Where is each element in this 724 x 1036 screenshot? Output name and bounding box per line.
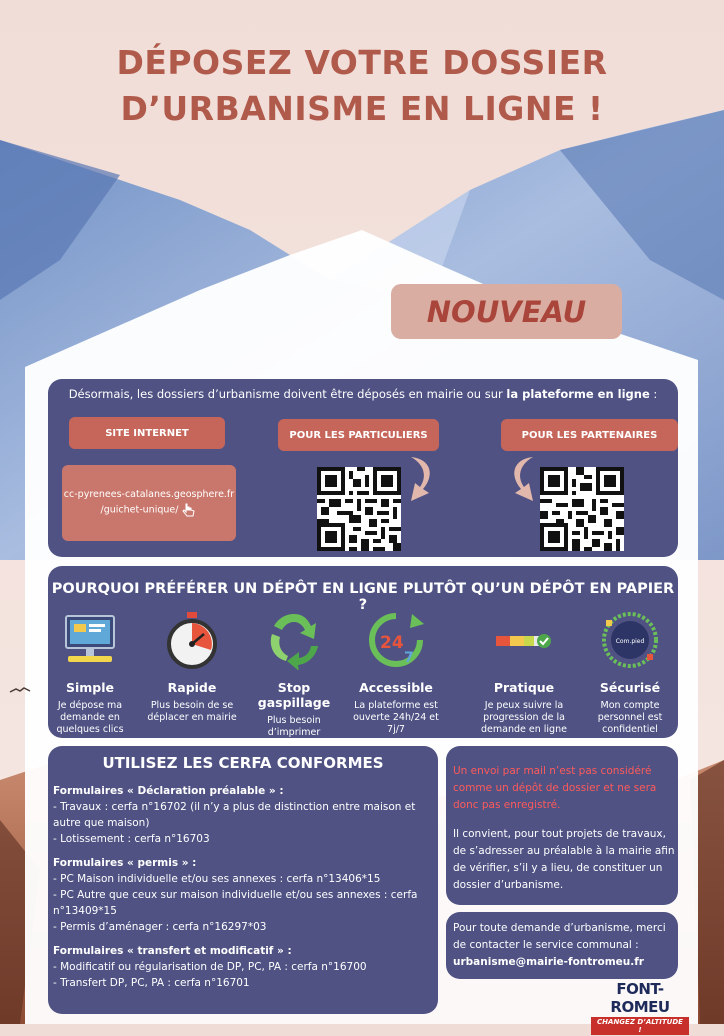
list-item: - Transfert DP, PC, PA : cerfa n°16701 [53, 977, 250, 989]
feature-rapide [142, 606, 242, 724]
font-romeu-logo [591, 980, 689, 1034]
feature-pratique [474, 606, 574, 736]
list-item: - Permis d’aménager : cerfa n°16297*03 [53, 921, 267, 933]
progress-bar-icon [494, 610, 554, 670]
title-line-2: D’URBANISME EN LIGNE ! [120, 89, 604, 128]
recycle-icon [264, 610, 324, 670]
hand-cursor-icon [181, 502, 197, 518]
contact-email[interactable]: urbanisme@mairie-fontromeu.fr [453, 956, 644, 968]
list-item: - PC Autre que ceux sur maison individuelle et/ou ses annexes : cerfa n°13409*15 [53, 889, 418, 917]
contact-panel [446, 912, 678, 979]
feature-desc: Je peux suivre la progression de la demande en ligne [481, 700, 567, 735]
qr-code-partenaires[interactable] [540, 467, 624, 551]
why-panel [48, 566, 678, 738]
why-heading: POURQUOI PRÉFÉRER UN DÉPÔT EN LIGNE PLUTÔT QU’UN DÉPÔT EN PAPIER ? [51, 581, 675, 613]
feature-accessible [346, 606, 446, 736]
section-title: Formulaires « Déclaration préalable » : [53, 785, 284, 797]
partenaires-button[interactable]: POUR LES PARTENAIRES [501, 419, 678, 451]
secure-globe-icon [600, 610, 660, 670]
feature-simple [40, 606, 140, 736]
site-internet-button[interactable]: SITE INTERNET [69, 417, 225, 449]
list-item: - Lotissement : cerfa n°16703 [53, 833, 210, 845]
feature-desc: La plateforme est ouverte 24h/24 et 7j/7 [353, 700, 439, 735]
feature-desc: Plus besoin de se déplacer en mairie [147, 700, 237, 723]
feature-title: Simple [65, 680, 115, 695]
qr-code-particuliers[interactable] [317, 467, 401, 551]
cerfa-heading: UTILISEZ LES CERFA CONFORMES [102, 754, 384, 772]
url-line-2: /guichet-unique/ [101, 502, 198, 518]
computer-icon [60, 610, 120, 670]
platform-panel [48, 379, 678, 557]
intro-bold: la plateforme en ligne [506, 387, 650, 401]
feature-title: Pratique [493, 680, 555, 695]
feature-securise [580, 606, 680, 736]
section-title: Formulaires « transfert et modificatif » : [53, 945, 292, 957]
particuliers-button[interactable]: POUR LES PARTICULIERS [278, 419, 439, 451]
svg-text:7: 7 [404, 650, 414, 666]
advice-text: Il convient, pour tout projets de travaux, de s’adresser au préalable à la mairie afin de vérifier, s’il y a lieu, de constituer un dossier d’urbanisme. [453, 828, 675, 891]
list-item: - PC Maison individuelle et/ou ses annexes : cerfa n°13406*15 [53, 873, 381, 885]
curved-arrow-icon [405, 455, 439, 505]
curved-arrow-icon [505, 455, 539, 505]
feature-title: Sécurisé [599, 680, 661, 695]
feature-title: Accessible [359, 680, 433, 695]
mail-warning: Un envoi par mail n’est pas considéré comme un dépôt de dossier et ne sera donc pas enregistré. [453, 765, 657, 811]
svg-text:Com.pied: Com.pied [615, 638, 645, 645]
list-item: - Modificatif ou régularisation de DP, PC, PA : cerfa n°16700 [53, 961, 367, 973]
platform-intro [48, 387, 678, 401]
feature-desc: Mon compte personnel est confidentiel [597, 700, 663, 735]
feature-desc: Je dépose ma demande en quelques clics [56, 700, 124, 735]
url-link[interactable] [62, 465, 236, 541]
logo-name: FONT-ROMEU [610, 980, 670, 1016]
feature-title: Rapide [167, 680, 217, 695]
cerfa-panel [48, 746, 438, 1014]
intro-end: : [649, 387, 658, 401]
intro-text: Désormais, les dossiers d’urbanisme doivent être déposés en mairie ou sur [68, 387, 507, 401]
clock-24-7-icon [366, 610, 426, 670]
page-title [0, 40, 724, 132]
feature-stop-gaspillage [244, 606, 344, 739]
nouveau-badge: NOUVEAU [391, 284, 622, 339]
cerfa-list [53, 783, 435, 991]
title-line-1: DÉPOSEZ VOTRE DOSSIER [116, 43, 608, 82]
section-title: Formulaires « permis » : [53, 857, 197, 869]
contact-message: Pour toute demande d’urbanisme, merci de contacter le service communal : [453, 922, 666, 951]
feature-title: Stop gaspillage [257, 680, 331, 710]
feature-desc: Plus besoin d’imprimer [267, 715, 321, 738]
contact-text [453, 920, 675, 971]
url-line-1: cc-pyrenees-catalanes.geosphere.fr [63, 489, 235, 500]
stopwatch-icon [162, 610, 222, 670]
notice-panel [446, 746, 678, 905]
logo-slogan: CHANGEZ D’ALTITUDE ! [591, 1017, 689, 1035]
list-item: - Travaux : cerfa n°16702 (il n’y a plus de distinction entre maison et autre que maison) [53, 801, 416, 829]
svg-text:24: 24 [380, 633, 404, 653]
